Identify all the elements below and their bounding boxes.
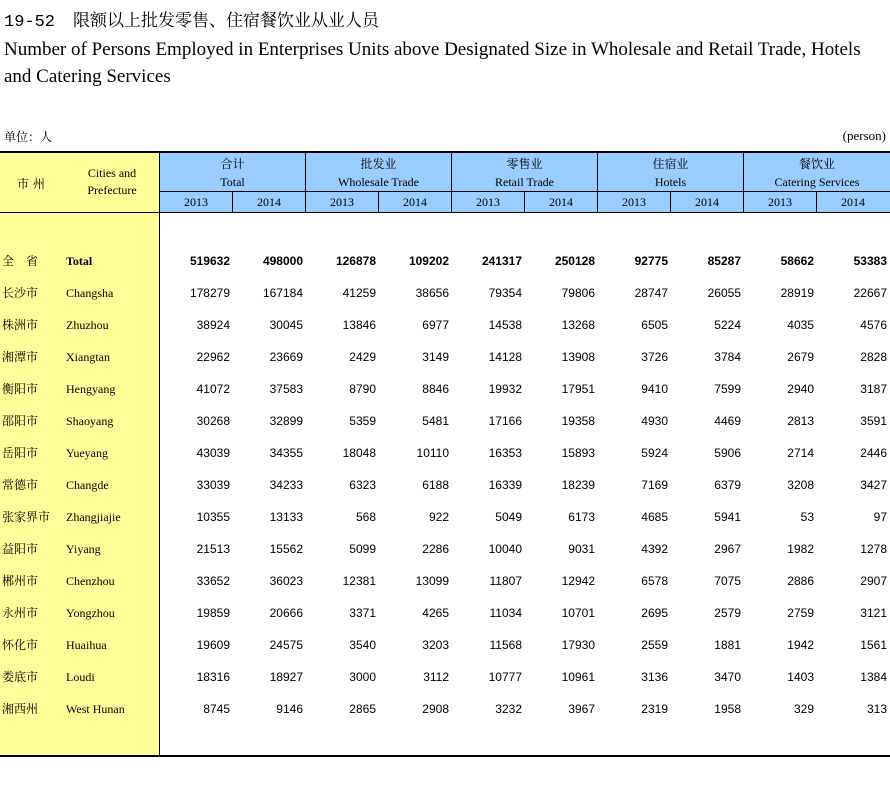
value-cell: 79806 (561, 286, 595, 300)
value-cell: 5049 (495, 510, 522, 524)
value-cell: 5099 (349, 542, 376, 556)
value-cell: 26055 (707, 286, 741, 300)
group-header-total-cn: 合计 (220, 157, 245, 171)
city-header-cn: 市 州 (17, 177, 45, 191)
value-cell: 19358 (561, 414, 595, 428)
value-cell: 15893 (561, 446, 595, 460)
value-cell: 10701 (561, 606, 595, 620)
value-cell: 1881 (714, 638, 741, 652)
top-rule (0, 151, 890, 153)
year-header: 2013 (330, 195, 354, 209)
value-cell: 30045 (269, 318, 303, 332)
group-header-catering-cn: 餐饮业 (798, 157, 835, 171)
value-cell: 2679 (787, 350, 814, 364)
value-cell: 3726 (641, 350, 668, 364)
value-cell: 13908 (561, 350, 595, 364)
value-cell: 33039 (196, 478, 230, 492)
value-cell: 4265 (422, 606, 449, 620)
value-cell: 6977 (422, 318, 449, 332)
value-cell: 3540 (349, 638, 376, 652)
value-cell: 13846 (342, 318, 376, 332)
value-cell: 10355 (196, 510, 230, 524)
value-cell: 250128 (554, 254, 595, 268)
title-cn-text: 限额以上批发零售、住宿餐饮业从业人员 (73, 11, 380, 31)
year-header: 2013 (622, 195, 646, 209)
city-name-cn: 益阳市 (2, 542, 39, 556)
value-cell: 41072 (196, 382, 230, 396)
value-cell: 6379 (714, 478, 741, 492)
value-cell: 22962 (196, 350, 230, 364)
city-name-cn: 娄底市 (2, 670, 39, 684)
value-cell: 3371 (349, 606, 376, 620)
value-cell: 313 (866, 702, 887, 716)
value-cell: 2828 (860, 350, 887, 364)
group-header-wholesale-en: Wholesale Trade (338, 175, 419, 189)
table-row (0, 469, 890, 501)
value-cell: 10777 (488, 670, 522, 684)
value-cell: 11034 (489, 606, 522, 620)
value-cell: 3591 (860, 414, 887, 428)
city-name-cn: 张家界市 (2, 510, 51, 524)
table-row (0, 437, 890, 469)
value-cell: 7075 (714, 574, 741, 588)
value-cell: 3136 (641, 670, 668, 684)
table-row (0, 693, 890, 725)
value-cell: 6188 (422, 478, 449, 492)
value-cell: 17166 (488, 414, 522, 428)
value-cell: 12381 (342, 574, 376, 588)
table-row (0, 597, 890, 629)
value-cell: 85287 (707, 254, 741, 268)
value-cell: 4685 (641, 510, 668, 524)
year-header: 2013 (476, 195, 500, 209)
city-name-en: Zhuzhou (66, 318, 109, 332)
value-cell: 2759 (787, 606, 814, 620)
value-cell: 109202 (408, 254, 449, 268)
value-cell: 3187 (860, 382, 887, 396)
header-bottom-rule (0, 212, 890, 213)
value-cell: 92775 (634, 254, 668, 268)
value-cell: 53383 (853, 254, 887, 268)
value-cell: 15562 (269, 542, 303, 556)
table-title-cn (4, 6, 379, 32)
value-cell: 36023 (269, 574, 303, 588)
group-header-hotels-en: Hotels (654, 175, 687, 189)
city-header-en: Cities and Prefecture (87, 166, 137, 197)
city-name-cn: 郴州市 (2, 574, 39, 588)
value-cell: 10110 (416, 446, 449, 460)
value-cell: 7169 (641, 478, 668, 492)
value-cell: 922 (428, 510, 449, 524)
value-cell: 178279 (189, 286, 230, 300)
group-header-retail-en: Retail Trade (495, 175, 554, 189)
value-cell: 1278 (860, 542, 887, 556)
value-cell: 38924 (196, 318, 230, 332)
value-cell: 568 (355, 510, 376, 524)
city-name-cn: 邵阳市 (2, 414, 39, 428)
value-cell: 2559 (641, 638, 668, 652)
value-cell: 3000 (349, 670, 376, 684)
value-cell: 41259 (342, 286, 376, 300)
value-cell: 1942 (787, 638, 814, 652)
value-cell: 2967 (714, 542, 741, 556)
value-cell: 8846 (422, 382, 449, 396)
value-cell: 10961 (561, 670, 595, 684)
value-cell: 13268 (561, 318, 595, 332)
year-header: 2014 (403, 195, 427, 209)
value-cell: 58662 (780, 254, 814, 268)
value-cell: 3784 (714, 350, 741, 364)
value-cell: 11568 (489, 638, 522, 652)
group-header-hotels-cn: 住宿业 (652, 157, 689, 171)
city-name-cn: 长沙市 (2, 286, 39, 300)
value-cell: 498000 (262, 254, 303, 268)
value-cell: 28919 (780, 286, 814, 300)
year-header: 2013 (184, 195, 208, 209)
value-cell: 2908 (422, 702, 449, 716)
value-cell: 8790 (349, 382, 376, 396)
value-cell: 37583 (269, 382, 303, 396)
value-cell: 6173 (568, 510, 595, 524)
value-cell: 4469 (714, 414, 741, 428)
value-cell: 3470 (714, 670, 741, 684)
group-header-wholesale-cn: 批发业 (360, 157, 397, 171)
unit-label-cn: 单位：人 (4, 130, 53, 144)
value-cell: 1958 (714, 702, 741, 716)
table-row (0, 533, 890, 565)
value-cell: 3232 (495, 702, 522, 716)
value-cell: 2446 (860, 446, 887, 460)
value-cell: 9031 (568, 542, 595, 556)
value-cell: 6505 (641, 318, 668, 332)
city-name-cn: 湘潭市 (2, 350, 39, 364)
value-cell: 18048 (342, 446, 376, 460)
table-row (0, 629, 890, 661)
value-cell: 2319 (641, 702, 668, 716)
value-cell: 4392 (641, 542, 668, 556)
value-cell: 2907 (860, 574, 887, 588)
group-header-catering-en: Catering Services (774, 175, 860, 189)
year-header: 2014 (695, 195, 719, 209)
value-cell: 5481 (422, 414, 449, 428)
value-cell: 2579 (714, 606, 741, 620)
value-cell: 19609 (196, 638, 230, 652)
city-name-en: Hengyang (66, 382, 116, 396)
value-cell: 6578 (641, 574, 668, 588)
value-cell: 97 (873, 510, 887, 524)
value-cell: 519632 (189, 254, 230, 268)
value-cell: 3967 (568, 702, 595, 716)
value-cell: 32899 (269, 414, 303, 428)
value-cell: 2429 (349, 350, 376, 364)
value-cell: 1403 (787, 670, 814, 684)
city-name-cn: 岳阳市 (2, 446, 39, 460)
city-name-en: Yueyang (66, 446, 108, 460)
value-cell: 3112 (423, 670, 449, 684)
value-cell: 2940 (787, 382, 814, 396)
value-cell: 4576 (860, 318, 887, 332)
value-cell: 22667 (853, 286, 887, 300)
value-cell: 9146 (276, 702, 303, 716)
city-name-en: Xiangtan (66, 350, 110, 364)
table-row (0, 373, 890, 405)
value-cell: 2695 (641, 606, 668, 620)
value-cell: 2813 (787, 414, 814, 428)
city-name-cn: 衡阳市 (2, 382, 39, 396)
value-cell: 13133 (269, 510, 303, 524)
value-cell: 21513 (196, 542, 230, 556)
city-name-cn: 永州市 (2, 606, 39, 620)
value-cell: 19932 (488, 382, 522, 396)
city-name-cn: 全 省 (2, 254, 39, 268)
table-row (0, 341, 890, 373)
value-cell: 1561 (860, 638, 887, 652)
year-header: 2013 (768, 195, 792, 209)
value-cell: 3427 (860, 478, 887, 492)
year-header: 2014 (257, 195, 281, 209)
value-cell: 18239 (561, 478, 595, 492)
value-cell: 8745 (203, 702, 230, 716)
value-cell: 17930 (561, 638, 595, 652)
group-header-retail-cn: 零售业 (506, 157, 543, 171)
value-cell: 23669 (269, 350, 303, 364)
table-row (0, 405, 890, 437)
value-cell: 5941 (714, 510, 741, 524)
value-cell: 38656 (415, 286, 449, 300)
city-name-en: Yiyang (66, 542, 101, 556)
table-title-en: Number of Persons Employed in Enterprises Units above Designated Size in Wholesale and Retail Trade, Hotels and Catering Services (4, 39, 861, 87)
value-cell: 3149 (422, 350, 449, 364)
table-row (0, 501, 890, 533)
value-cell: 33652 (196, 574, 230, 588)
value-cell: 1982 (787, 542, 814, 556)
data-table (0, 151, 890, 757)
value-cell: 5224 (714, 318, 741, 332)
value-cell: 14538 (488, 318, 522, 332)
table-row (0, 661, 890, 693)
city-name-en: West Hunan (66, 702, 125, 716)
value-cell: 5359 (349, 414, 376, 428)
value-cell: 3208 (787, 478, 814, 492)
city-name-en: Huaihua (66, 638, 107, 652)
table-row (0, 565, 890, 597)
value-cell: 17951 (561, 382, 595, 396)
value-cell: 2286 (422, 542, 449, 556)
value-cell: 34233 (269, 478, 303, 492)
value-cell: 28747 (634, 286, 668, 300)
city-name-en: Zhangjiajie (66, 510, 121, 524)
table-row (0, 277, 890, 309)
year-header: 2014 (841, 195, 865, 209)
value-cell: 10040 (488, 542, 522, 556)
city-name-cn: 怀化市 (2, 638, 39, 652)
value-cell: 3203 (422, 638, 449, 652)
value-cell: 1384 (860, 670, 887, 684)
value-cell: 20666 (269, 606, 303, 620)
city-name-cn: 株洲市 (2, 318, 39, 332)
value-cell: 43039 (196, 446, 230, 460)
table-row-total (0, 245, 890, 277)
value-cell: 5906 (714, 446, 741, 460)
value-cell: 5924 (641, 446, 668, 460)
table-number: 19-52 (4, 13, 56, 32)
value-cell: 126878 (335, 254, 376, 268)
value-cell: 3121 (860, 606, 887, 620)
group-header-total-en: Total (220, 175, 245, 189)
value-cell: 329 (793, 702, 814, 716)
table-row (0, 309, 890, 341)
value-cell: 53 (800, 510, 814, 524)
value-cell: 241317 (481, 254, 522, 268)
value-cell: 7599 (714, 382, 741, 396)
bottom-rule (0, 755, 890, 757)
value-cell: 4930 (641, 414, 668, 428)
value-cell: 79354 (488, 286, 522, 300)
value-cell: 9410 (641, 382, 668, 396)
value-cell: 4035 (787, 318, 814, 332)
value-cell: 167184 (262, 286, 303, 300)
value-cell: 12942 (561, 574, 595, 588)
value-cell: 2714 (787, 446, 814, 460)
value-cell: 24575 (269, 638, 303, 652)
value-cell: 18927 (269, 670, 303, 684)
city-name-en: Changsha (66, 286, 114, 300)
unit-label-en: (person) (842, 128, 886, 143)
city-name-en: Total (66, 254, 93, 268)
year-header: 2014 (549, 195, 573, 209)
city-name-en: Changde (66, 478, 109, 492)
value-cell: 18316 (196, 670, 230, 684)
city-name-cn: 常德市 (2, 478, 39, 492)
value-cell: 19859 (196, 606, 230, 620)
value-cell: 6323 (349, 478, 376, 492)
city-name-en: Shaoyang (66, 414, 114, 428)
value-cell: 30268 (196, 414, 230, 428)
city-name-en: Chenzhou (66, 574, 115, 588)
city-name-en: Loudi (66, 670, 95, 684)
value-cell: 16353 (488, 446, 522, 460)
value-cell: 34355 (269, 446, 303, 460)
value-cell: 2865 (349, 702, 376, 716)
city-name-cn: 湘西州 (2, 702, 39, 716)
value-cell: 13099 (415, 574, 449, 588)
city-name-en: Yongzhou (66, 606, 115, 620)
value-cell: 16339 (488, 478, 522, 492)
value-cell: 11807 (489, 574, 522, 588)
value-cell: 14128 (488, 350, 522, 364)
value-cell: 2886 (787, 574, 814, 588)
